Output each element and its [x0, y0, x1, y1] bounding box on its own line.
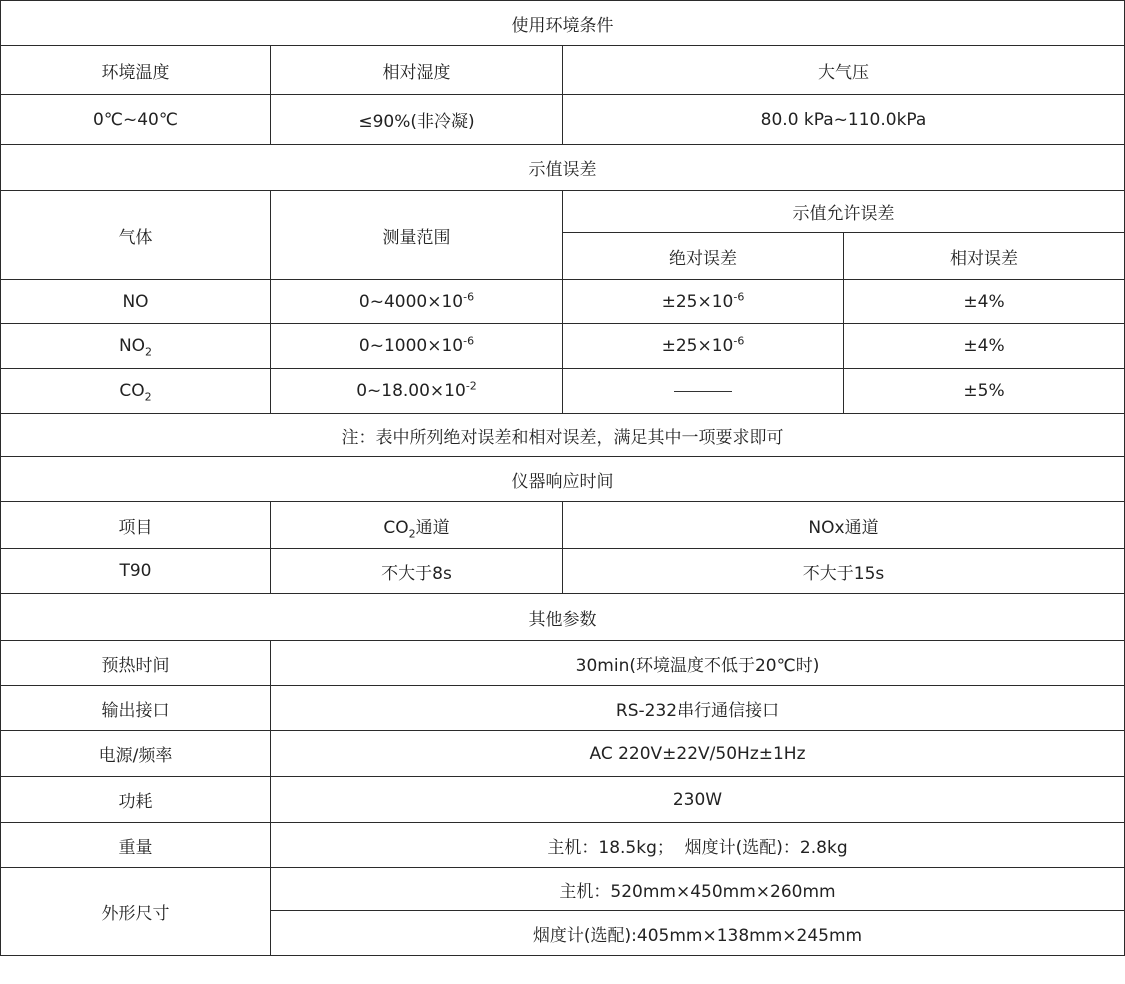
- range-cell: [271, 280, 563, 324]
- error-header-absolute: 绝对误差: [563, 233, 844, 280]
- table-row: [1, 823, 1125, 868]
- response-nox-value: 不大于15s: [563, 549, 1125, 594]
- range-exponent: -6: [463, 289, 475, 303]
- gas-cell: [1, 369, 271, 414]
- relative-error-cell: ±4%: [844, 324, 1125, 369]
- relative-error-cell: ±4%: [844, 280, 1125, 324]
- range-base: 0~18.00×10: [356, 381, 466, 401]
- param-value: 230W: [271, 777, 1125, 823]
- range-cell: [271, 369, 563, 414]
- param-value: 主机：18.5kg； 烟度计(选配)：2.8kg: [271, 823, 1125, 868]
- absolute-error-exponent: -6: [733, 289, 745, 303]
- env-section-title: 使用环境条件: [1, 1, 1125, 46]
- size-host-value: 主机：520mm×450mm×260mm: [271, 868, 1125, 911]
- param-value: 30min(环境温度不低于20℃时): [271, 641, 1125, 686]
- range-exponent: -6: [463, 334, 475, 348]
- table-row: [1, 369, 1125, 414]
- param-label: 电源/频率: [1, 731, 271, 777]
- table-row: [1, 686, 1125, 731]
- response-header-item: 项目: [1, 502, 271, 549]
- param-value: AC 220V±22V/50Hz±1Hz: [271, 731, 1125, 777]
- param-label: 预热时间: [1, 641, 271, 686]
- env-header-humidity: 相对湿度: [271, 46, 563, 95]
- param-label: 重量: [1, 823, 271, 868]
- gas-cell: [1, 280, 271, 324]
- other-section-title: 其他参数: [1, 594, 1125, 641]
- range-cell: [271, 324, 563, 369]
- relative-error-cell: ±5%: [844, 369, 1125, 414]
- param-label: 功耗: [1, 777, 271, 823]
- response-co2-value: 不大于8s: [271, 549, 563, 594]
- absolute-error-cell: [563, 369, 844, 414]
- error-section-title: 示值误差: [1, 145, 1125, 191]
- table-row: [1, 280, 1125, 324]
- env-value-pressure: 80.0 kPa~110.0kPa: [563, 95, 1125, 145]
- size-smoke-meter-value: 烟度计(选配):405mm×138mm×245mm: [271, 911, 1125, 956]
- env-value-temperature: 0℃~40℃: [1, 95, 271, 145]
- table-row: [1, 641, 1125, 686]
- absolute-error-base: ±25×10: [661, 336, 734, 356]
- response-header-co2: [271, 502, 563, 549]
- range-base: 0~4000×10: [358, 291, 464, 312]
- error-header-allowed: 示值允许误差: [563, 191, 1125, 233]
- response-header-nox: NOx通道: [563, 502, 1125, 549]
- absolute-error-exponent: -6: [733, 334, 745, 348]
- absolute-error-cell: [563, 324, 844, 369]
- range-exponent: -2: [465, 379, 477, 393]
- absolute-error-base: ±25×10: [661, 291, 734, 312]
- table-row: [1, 324, 1125, 369]
- env-value-humidity: ≤90%(非冷凝): [271, 95, 563, 145]
- error-header-relative: 相对误差: [844, 233, 1125, 280]
- size-label: 外形尺寸: [1, 868, 271, 956]
- co2-formula: CO: [383, 517, 409, 538]
- error-header-range: 测量范围: [271, 191, 563, 280]
- env-header-pressure: 大气压: [563, 46, 1125, 95]
- response-row-label: T90: [1, 549, 271, 594]
- error-header-gas: 气体: [1, 191, 271, 280]
- param-label: 输出接口: [1, 686, 271, 731]
- table-row: [1, 731, 1125, 777]
- gas-formula: NO: [118, 336, 146, 356]
- absolute-error-cell: [563, 280, 844, 324]
- gas-formula: NO: [122, 291, 149, 312]
- co2-channel-label: 通道: [415, 517, 450, 538]
- range-base: 0~1000×10: [358, 336, 464, 356]
- gas-subscript: 2: [144, 390, 152, 404]
- table-row: [1, 777, 1125, 823]
- env-header-temperature: 环境温度: [1, 46, 271, 95]
- gas-subscript: 2: [145, 345, 153, 359]
- param-value: RS-232串行通信接口: [271, 686, 1125, 731]
- co2-subscript: 2: [408, 526, 416, 540]
- not-applicable-dash: [674, 391, 732, 392]
- gas-cell: [1, 324, 271, 369]
- response-section-title: 仪器响应时间: [1, 457, 1125, 502]
- error-note: 注：表中所列绝对误差和相对误差，满足其中一项要求即可: [1, 414, 1125, 457]
- gas-formula: CO: [119, 381, 145, 401]
